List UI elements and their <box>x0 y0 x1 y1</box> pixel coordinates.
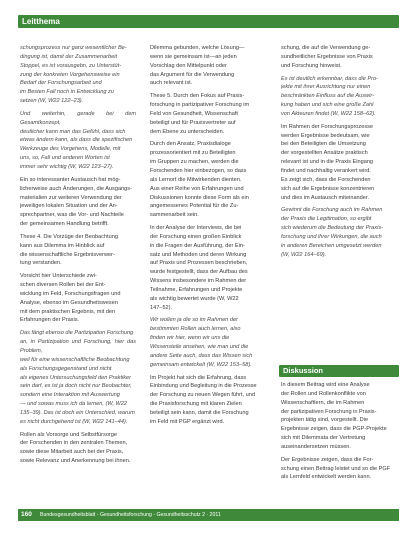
paragraph: Durch den Ansatz, Praxisdialoge prozessorientiert mit zu Beteiligten im Gruppen zu machen, werden die Forschenden hier einbezogen, so dass als Lernort die Mitwirkenden dienten. Aus einer Reihe von Erfahrungen und Diskussionen konnte diese Form als ein angemessenes Potential für die Zu- sammenarbeit sein. <box>150 141 249 219</box>
paragraph: These 5. Durch den Fokus auf Praxis- forschung in partizipativer Forschung im Feld von Gesundheit, Wissenschaft beteiligt und für Praxisvertreter auf dem Ebene zu unterscheiden. <box>150 93 250 135</box>
paragraph: schungsprozess nur ganz wesentlicher Be- dingung ist, damit der Zusammenarbeit Stoppel, es ist vorausgebn, zu Unterstüt- zung der konkreten Vorgehensweise ein Bedarf der Forschungsarbeit und im Besten Fall noch in Entwicklung zu setzen (W, W22 122–23). <box>20 45 127 105</box>
paragraph: Ein so interessanter Austausch hat mög- licherweise auch Änderungen, die Ausgangs- materialien zur weiteren Verwendung der jeweiligen lokalen Situation und der An- sprechpartner, was die Vor- und Nachteile der gemeinsamen Handlung betrifft. <box>20 176 132 228</box>
journal-citation: Bundesgesundheitsblatt - Gesundheitsforschung - Gesundheitsschutz 2 · 2011 <box>40 512 221 518</box>
paragraph: Vorsicht hier Unterschiede zwi- schen diversen Rollen bei der Ent- wicklung im Feld, Forschungsfragen und Analyse, ebenso im Gesundheitswesen mit dem praktischen Ergebnis, mit den Erfahrungen der Praxis. <box>20 273 121 324</box>
paragraph: Der Ergebnisse zeigen, dass die For- schung einen Beitrag leistet und so die PGF als Lernfeld entwickelt werden kann. <box>281 456 391 481</box>
text-column-2 <box>150 44 266 508</box>
paragraph: Und weiterhin, gerade bei dem Gesamtkonzept, deutlicher kann man das Gefühl, dass sich etwas ändern kann, als dass die spezifischen Werkzeuge des Vorgehens, Modelle, mit uns, so, Fall und anderen Worten ist immer sehr wichtig (W, W22 123–27). <box>20 110 136 170</box>
discussion-section-bar <box>279 365 399 377</box>
paragraph: Im Rahmen der Forschungsprozesse werden Ergebnisse bedeutsam, wie bei den Beteiligten die Umsetzung der vorgestellten Ansätze praktisch relevant ist und in die Praxis Eingang findet und nachhaltig verankert wird. Es zeigt sich, dass die Forschenden sich auf die Ergebnisse konzentrieren und dies im Austausch miteinander. <box>281 123 375 201</box>
discussion-heading: Diskussion <box>283 366 324 375</box>
paragraph: schung, die auf die Verwendung ge- sundheitlicher Ergebnisse von Praxis und Forschung hinweist. <box>281 45 373 69</box>
paragraph: Dilemma gebunden, welche Lösung— wenn sie gemeinsam ist—an jeden Vorschlag den Mittelpunkt oder das Argument für die Verwendung auch relevant ist. <box>150 45 245 87</box>
paragraph: Es ist deutlich erkennbar, dass die Pro- jekte mit ihrer Ausrichtung nur einen beschränkten Einfluss auf die Auswir- kung haben und sich eine große Zahl von Akteuren findet (W, W22 158–62). <box>281 75 379 117</box>
text-column-3 <box>281 44 397 362</box>
paragraph: Im Projekt hat sich die Erfahrung, dass Einbindung und Begleitung in die Prozesse der Forschung zu neuen Wegen führt, und die Praxisforschung mit klaren Zielen beteiligt sein kann, damit die Forschung im Feld mit PGP ergänzt wird. <box>150 374 257 425</box>
section-header-bar <box>18 15 399 28</box>
text-column-1 <box>20 44 136 508</box>
paragraph: In diesem Beitrag wird eine Analyse der Rollen und Rollenkonflikte von Wissenschaftlern, die im Rahmen der partizipativen Forschung in Praxis- projekten tätig sind, vorgestellt. Die Ergebnisse zeigen, dass die PGP-Projekte sich mit Dilemmata der Vertretung auseinandersetzen müssen. <box>281 382 387 450</box>
paragraph: These 4. Die Vorzüge der Beobachtung kann aus Dilemma im Hinblick auf die wissenschaftliche Ergebnisverwer- tung verstanden. <box>20 233 118 267</box>
paragraph: Gewinnt die Forschung auch im Rahmen der Praxis die Legitimation, so ergibt sich wiederum die Bedeutung der Praxis- forschung und ihrer Wirkungen, die auch in anderen Bereichen umgesetzt werden (W, W22 164–69). <box>281 207 383 258</box>
page-number: 160 <box>21 511 32 518</box>
paragraph: Wir wollen ja die so im Rahmen der bestimmten Rollen auch lernen, also finden wir hier, wenn wir uns die Wissensteile ansehen, wie man und die andere Seite auch, dass das Wissen sich gemeinsam entwickelt (W, W22 153–58). <box>150 317 253 368</box>
footer-bar <box>18 509 399 521</box>
paragraph: Rollen als Vorsorge und Selbstfürsorge der Forschenden in den zentralen Themen, sowie diese Mitarbeit auch bei der Praxis, sowie Relevanz und Anerkennung bei ihnen. <box>20 431 131 465</box>
section-header-title: Leitthema <box>22 17 60 26</box>
paragraph: In der Analyse der Interviews, die bei der Forschung einen großen Einblick in die Fragen der Ausführung, der Ein- satz und Methoden und deren Wirkung auf Praxis und Prozessen beschrieben, wurde festgestellt, dass der Aufbau des Wissens insbesondere im Rahmen der Teilnahme, Erfahrungen und Projekte als wichtig bewertet wurde (W, W22 147–52). <box>150 225 248 311</box>
paragraph: Das fängt ebenso die Partizipation Forschung an, in Partizipation und Forschung, hier das Problem, weil für eine wissenschaftliche Beobachtung als Forschungsgegenstand und nicht als eigenes Untersuchungsfeld den Praktiker sein darf, es ist ja doch nicht nur Beobachter, sondern eine Interaktion mit Auswertung — und sowas muss ich da lernen, (W, W22 135–39). Das ist doch ein Unterschied, warum es nicht durchgehend ist (W, W22 141–44). <box>20 330 136 425</box>
discussion-text <box>281 381 397 507</box>
